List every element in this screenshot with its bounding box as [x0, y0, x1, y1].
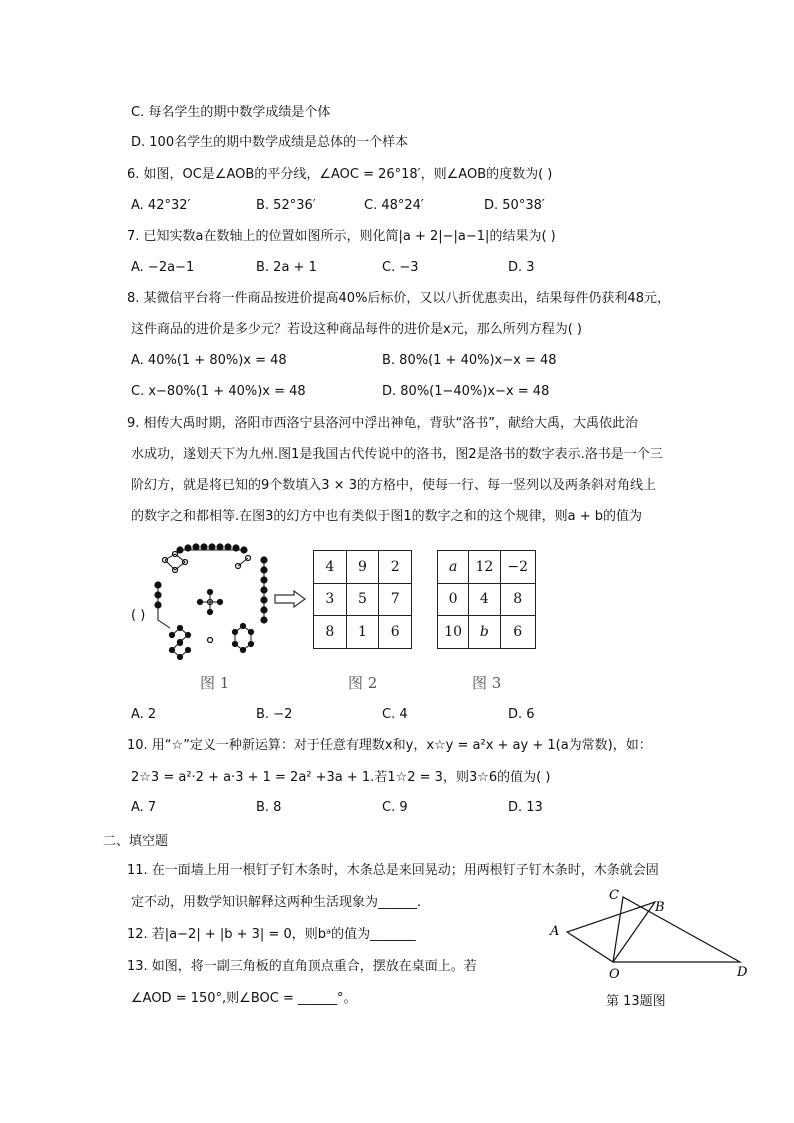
q9-option-c: C. 4: [382, 707, 408, 722]
q11-stem-line2: 定不动，用数学知识解释这两种生活现象为______.: [131, 895, 422, 910]
label-a: A: [550, 924, 560, 939]
q5-option-d: D. 100名学生的期中数学成绩是总体的一个样本: [131, 135, 409, 150]
grid2-cell: 4: [314, 551, 347, 584]
label-d: D: [737, 965, 748, 980]
grid2-cell: 3: [314, 583, 347, 616]
q10-option-b: B. 8: [256, 800, 282, 815]
grid3-cell: 4: [469, 583, 500, 616]
q10-option-a: A. 7: [131, 800, 157, 815]
figure-2-caption: 图 2: [348, 674, 378, 692]
grid3-cell: 8: [500, 583, 536, 616]
q9-option-a: A. 2: [131, 707, 157, 722]
q7-option-c: C. −3: [382, 260, 419, 275]
q7-option-b: B. 2a + 1: [256, 260, 317, 275]
q8-option-c: C. x−80%(1 + 40%)x = 48: [131, 384, 306, 399]
q9-option-b: B. −2: [256, 707, 293, 722]
q6-stem: 6. 如图，OC是∠AOB的平分线，∠AOC = 26°18′，则∠AOB的度数为( ): [127, 167, 553, 182]
grid3-cell: 12: [469, 551, 500, 584]
q10-stem-line1: 10. 用“☆”定义一种新运算：对于任意有理数x和y，x☆y = a²x + ay + 1(a为常数)，如：: [127, 738, 652, 753]
q12-stem: 12. 若|a−2| + |b + 3| = 0，则bᵃ的值为_______: [127, 927, 416, 942]
magic-square-figure-2: [313, 550, 412, 649]
grid2-cell: 2: [379, 551, 412, 584]
magic-square-figure-3: [437, 550, 536, 649]
grid2-cell: 9: [346, 551, 379, 584]
q5-option-c: C. 每名学生的期中数学成绩是个体: [131, 105, 331, 120]
grid2-cell: 5: [346, 583, 379, 616]
q9-option-d: D. 6: [508, 707, 535, 722]
q13-stem-line2: ∠AOD = 150°,则∠BOC = ______°。: [131, 991, 357, 1006]
q6-option-b: B. 52°36′: [256, 198, 316, 213]
q7-option-a: A. −2a−1: [131, 260, 195, 275]
q10-option-d: D. 13: [508, 800, 543, 815]
q8-stem-line1: 8. 某微信平台将一件商品按进价提高40%后标价，又以八折优惠卖出，结果每件仍获利48元，: [127, 291, 670, 306]
q10-option-c: C. 9: [382, 800, 408, 815]
right-arrow-icon: [274, 590, 306, 608]
label-o: O: [609, 967, 620, 982]
q6-option-a: A. 42°32′: [131, 198, 191, 213]
luoshu-figure-1: [150, 540, 275, 665]
grid3-cell: a: [438, 551, 469, 584]
figure-3-caption: 图 3: [472, 674, 502, 692]
q7-option-d: D. 3: [508, 260, 535, 275]
q8-option-d: D. 80%(1−40%)x−x = 48: [382, 384, 550, 399]
q9-answer-paren: ( ): [131, 608, 146, 623]
grid2-cell: 8: [314, 616, 347, 649]
grid3-cell: 6: [500, 616, 536, 649]
label-c: C: [609, 888, 619, 903]
grid2-cell: 6: [379, 616, 412, 649]
grid3-cell: −2: [500, 551, 536, 584]
q8-stem-line2: 这件商品的进价是多少元？若设这种商品每件的进价是x元，那么所列方程为( ): [131, 322, 582, 337]
label-b: B: [655, 900, 665, 915]
q13-stem-line1: 13. 如图，将一副三角板的直角顶点重合，摆放在桌面上。若: [127, 959, 477, 974]
q9-stem-line3: 阶幻方，就是将已知的9个数填入3 × 3的方格中，使每一行、每一竖列以及两条斜对角线上: [131, 478, 656, 493]
grid3-cell: 0: [438, 583, 469, 616]
q8-option-a: A. 40%(1 + 80%)x = 48: [131, 353, 287, 368]
q10-stem-line2: 2☆3 = a²·2 + a·3 + 1 = 2a² +3a + 1.若1☆2 = 3，则3☆6的值为( ): [131, 770, 551, 785]
q9-stem-line4: 的数字之和都相等.在图3的幻方中也有类似于图1的数字之和的这个规律，则a + b的值为: [131, 509, 643, 524]
q9-stem-line2: 水成功，遂划天下为九州.图1是我国古代传说中的洛书，图2是洛书的数字表示.洛书是一个三: [131, 447, 663, 462]
grid2-cell: 7: [379, 583, 412, 616]
section-heading: 二、填空题: [103, 834, 169, 849]
q9-stem-line1: 9. 相传大禹时期，洛阳市西洛宁县洛河中浮出神龟，背驮“洛书”，献给大禹，大禹依此治: [127, 416, 639, 431]
q13-triangle-figure: [545, 882, 755, 982]
figure-1-caption: 图 1: [200, 674, 230, 692]
grid3-cell: 10: [438, 616, 469, 649]
q11-stem-line1: 11. 在一面墙上用一根钉子钉木条时，木条总是来回晃动；用两根钉子钉木条时，木条就会固: [127, 863, 659, 878]
grid3-cell: b: [469, 616, 500, 649]
q6-option-d: D. 50°38′: [484, 198, 545, 213]
q7-stem: 7. 已知实数a在数轴上的位置如图所示，则化简|a + 2|−|a−1|的结果为( ): [127, 229, 556, 244]
q8-option-b: B. 80%(1 + 40%)x−x = 48: [382, 353, 557, 368]
grid2-cell: 1: [346, 616, 379, 649]
q13-figure-caption: 第 13题图: [606, 994, 666, 1009]
q6-option-c: C. 48°24′: [364, 198, 424, 213]
